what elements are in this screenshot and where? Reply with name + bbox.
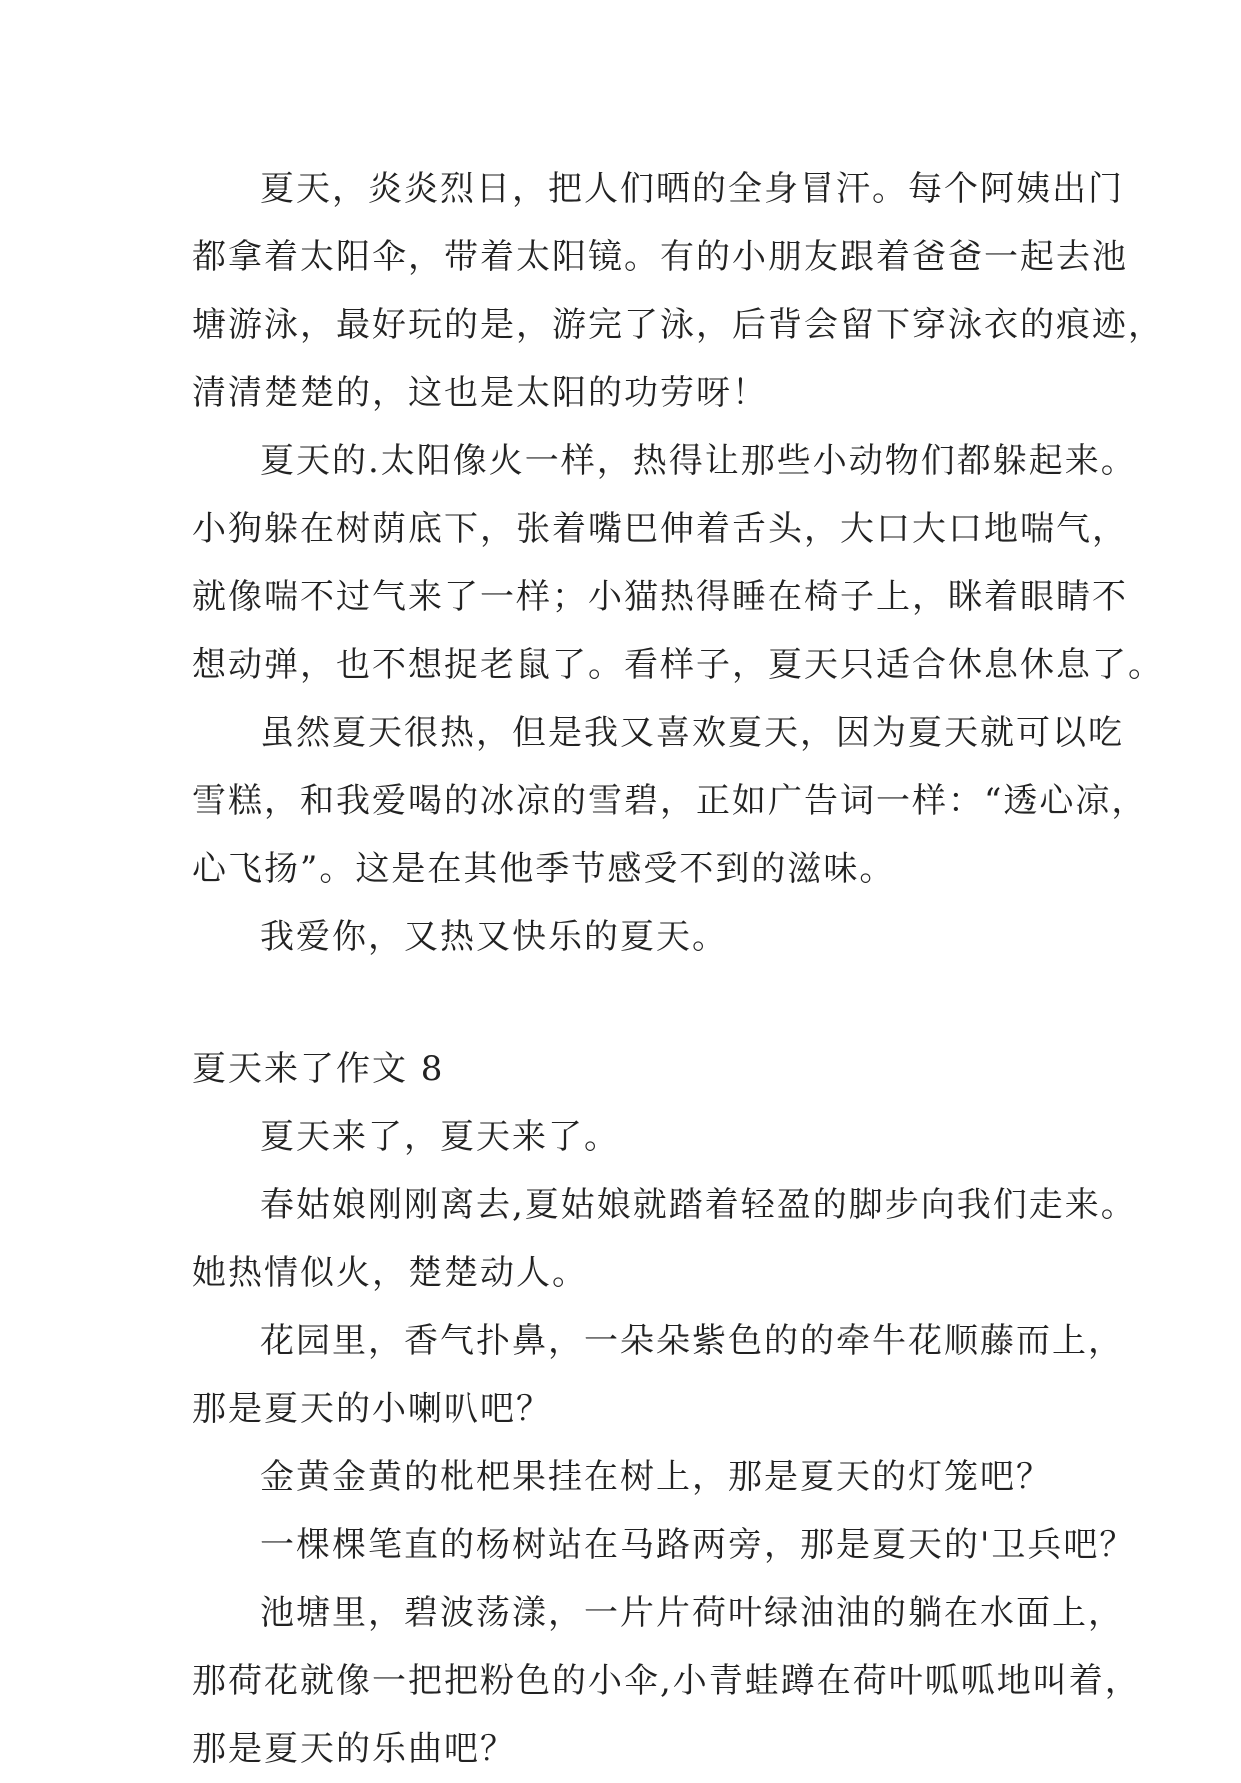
text-line: 心飞扬”。这是在其他季节感受不到的滋味。 [192, 849, 896, 889]
text-line: 清清楚楚的，这也是太阳的功劳呀！ [192, 373, 768, 413]
essay-8-section [192, 1103, 1141, 1783]
text-line: 一棵棵笔直的杨树站在马路两旁，那是夏天的'卫兵吧？ [260, 1525, 1136, 1565]
section-gap [192, 971, 1072, 1035]
text-line: 我爱你，又热又快乐的夏天。 [260, 917, 728, 957]
text-line: 就像喘不过气来了一样；小猫热得睡在椅子上，眯着眼睛不 [192, 577, 1128, 617]
text-line: 都拿着太阳伞，带着太阳镜。有的小朋友跟着爸爸一起去池 [192, 237, 1128, 277]
text-line: 她热情似火，楚楚动人。 [192, 1253, 588, 1293]
text-line: 夏天，炎炎烈日，把人们晒的全身冒汗。每个阿姨出门 [260, 169, 1124, 209]
document-body [192, 155, 1164, 1783]
text-line: 那是夏天的乐曲吧？ [192, 1729, 516, 1769]
text-line: 那荷花就像一把把粉色的小伞,小青蛙蹲在荷叶呱呱地叫着， [192, 1661, 1141, 1701]
text-line: 小狗躲在树荫底下，张着嘴巴伸着舌头，大口大口地喘气， [192, 509, 1128, 549]
essay-heading: 夏天来了作文 8 [192, 1049, 445, 1089]
text-line: 虽然夏天很热，但是我又喜欢夏天，因为夏天就可以吃 [260, 713, 1124, 753]
text-line: 夏天的.太阳像火一样，热得让那些小动物们都躲起来。 [260, 441, 1137, 481]
text-line: 夏天来了，夏天来了。 [260, 1117, 620, 1157]
text-line: 那是夏天的小喇叭吧？ [192, 1389, 552, 1429]
text-line: 雪糕，和我爱喝的冰凉的雪碧，正如广告词一样：“透心凉， [192, 781, 1148, 821]
essay-7-section [192, 155, 1164, 971]
text-line: 金黄金黄的枇杷果挂在树上，那是夏天的灯笼吧？ [260, 1457, 1052, 1497]
text-line: 花园里，香气扑鼻，一朵朵紫色的的牵牛花顺藤而上， [260, 1321, 1124, 1361]
text-line: 塘游泳，最好玩的是，游完了泳，后背会留下穿泳衣的痕迹， [192, 305, 1164, 345]
text-line: 春姑娘刚刚离去,夏姑娘就踏着轻盈的脚步向我们走来。 [260, 1185, 1137, 1225]
text-line: 想动弹，也不想捉老鼠了。看样子，夏天只适合休息休息了。 [192, 645, 1164, 685]
text-line: 池塘里，碧波荡漾，一片片荷叶绿油油的躺在水面上， [260, 1593, 1124, 1633]
